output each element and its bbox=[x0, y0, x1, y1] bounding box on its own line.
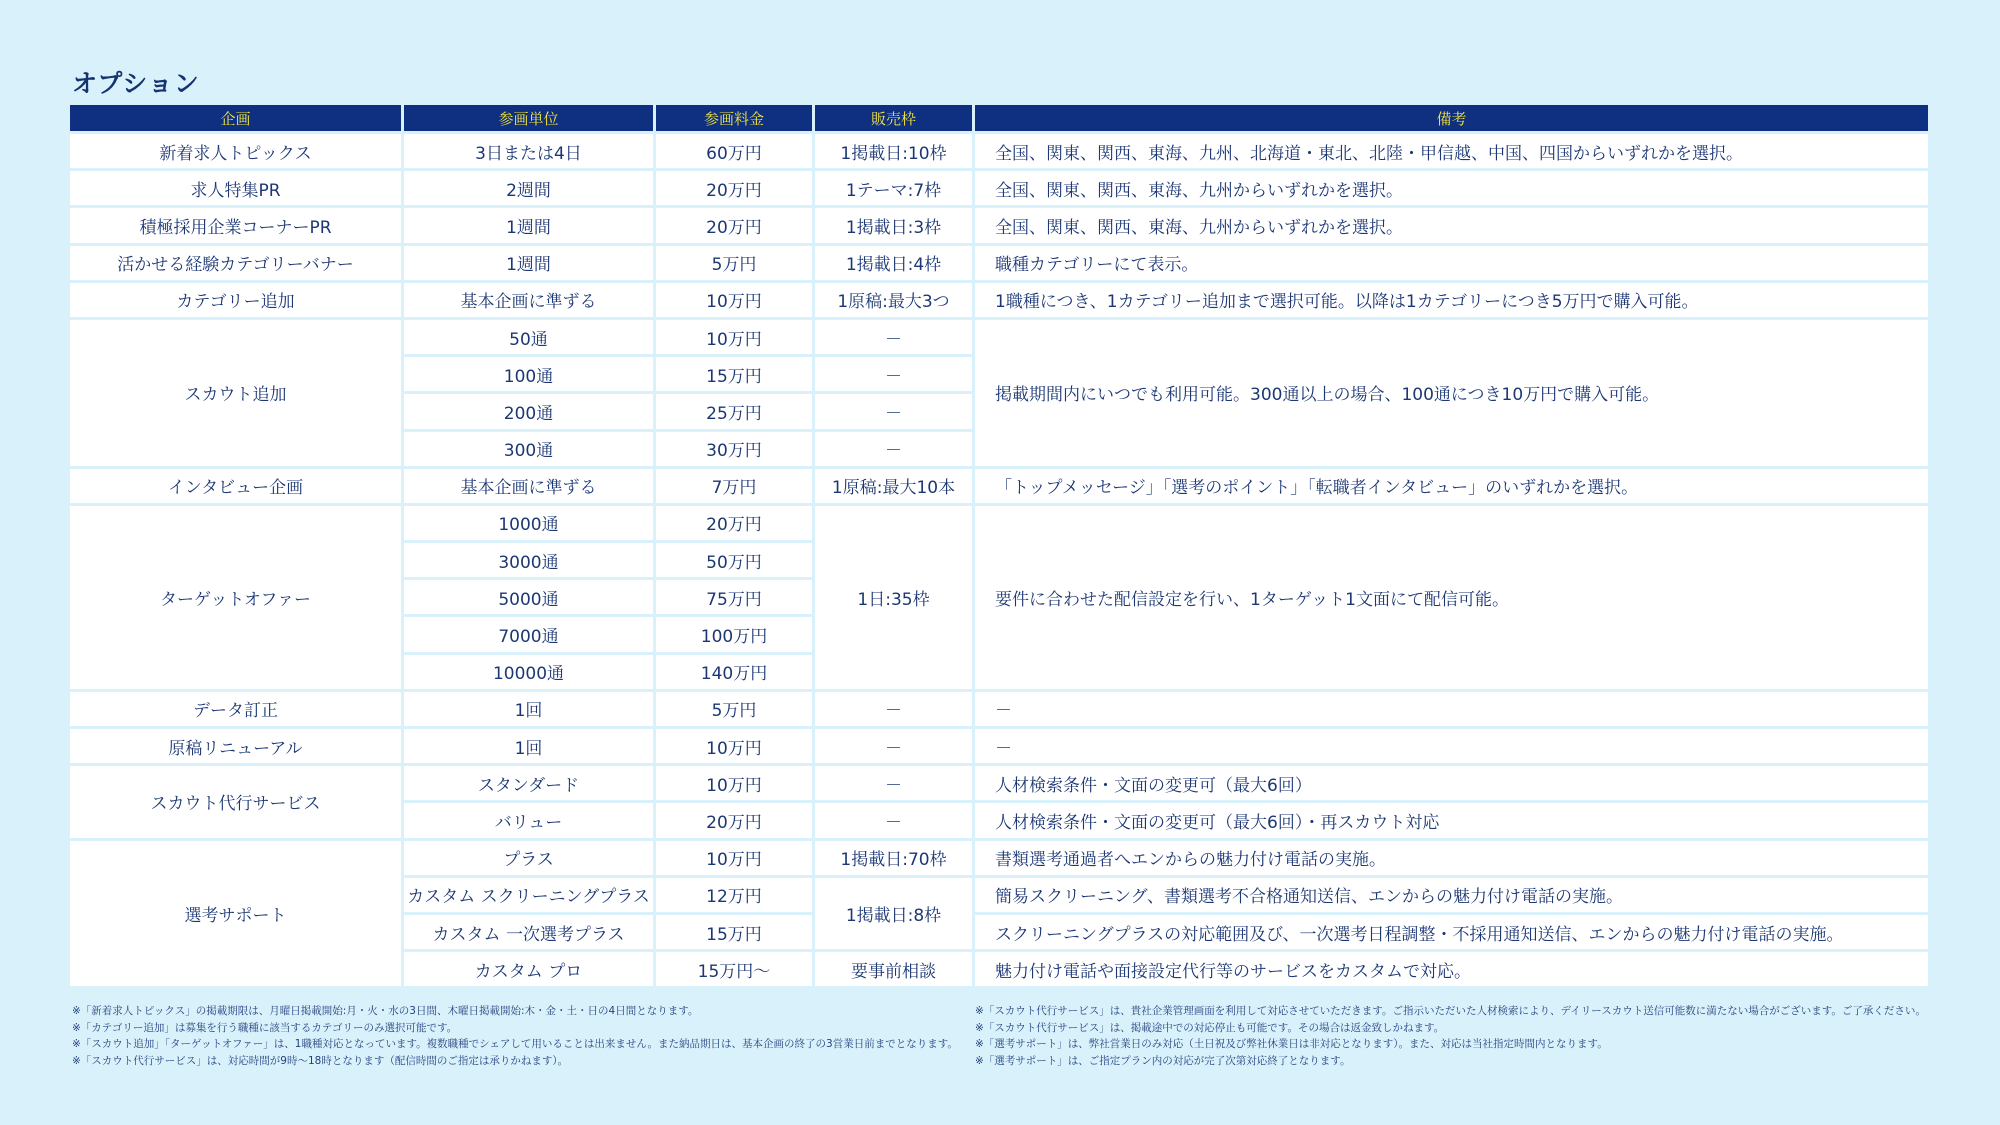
unit-cell: カスタム プロ bbox=[404, 952, 653, 986]
note-cell: 1職種につき、1カテゴリー追加まで選択可能。以降は1カテゴリーにつき5万円で購入可能。 bbox=[975, 283, 1928, 317]
price-cell: 10万円 bbox=[656, 729, 812, 763]
price-cell: 10万円 bbox=[656, 766, 812, 800]
table-row bbox=[70, 283, 1928, 317]
price-cell: 140万円 bbox=[656, 655, 812, 689]
price-cell: 15万円 bbox=[656, 915, 812, 949]
note-cell: 全国、関東、関西、東海、九州、北海道・東北、北陸・甲信越、中国、四国からいずれかを選択。 bbox=[975, 134, 1928, 168]
plan-name: スカウト代行サービス bbox=[70, 766, 401, 837]
plan-name: 原稿リニューアル bbox=[70, 729, 401, 763]
plan-name: データ訂正 bbox=[70, 692, 401, 726]
unit-cell: カスタム 一次選考プラス bbox=[404, 915, 653, 949]
unit-cell: 1週間 bbox=[404, 246, 653, 280]
unit-cell: 50通 bbox=[404, 320, 653, 354]
note-cell: 全国、関東、関西、東海、九州からいずれかを選択。 bbox=[975, 171, 1928, 205]
unit-cell: バリュー bbox=[404, 803, 653, 837]
note-cell: 簡易スクリーニング、書類選考不合格通知送信、エンからの魅力付け電話の実施。 bbox=[975, 878, 1928, 912]
price-cell: 10万円 bbox=[656, 320, 812, 354]
plan-name: カテゴリー追加 bbox=[70, 283, 401, 317]
unit-cell: 1000通 bbox=[404, 506, 653, 540]
table-row bbox=[70, 766, 1928, 800]
price-cell: 15万円 bbox=[656, 357, 812, 391]
slots-cell: － bbox=[815, 432, 972, 466]
table-row bbox=[70, 134, 1928, 168]
slots-cell: － bbox=[815, 729, 972, 763]
footnote: ※「スカウト代行サービス」は、対応時間が9時～18時となります（配信時間のご指定は承りかねます）。 bbox=[72, 1054, 569, 1067]
table-header-row bbox=[70, 105, 1928, 131]
footnote: ※「スカウト代行サービス」は、掲載途中での対応停止も可能です。その場合は返金致しかねます。 bbox=[975, 1021, 1445, 1034]
options-table bbox=[67, 102, 1931, 989]
table-row bbox=[70, 469, 1928, 503]
slots-cell: 1掲載日:3枠 bbox=[815, 208, 972, 242]
unit-cell: 200通 bbox=[404, 394, 653, 428]
price-cell: 5万円 bbox=[656, 246, 812, 280]
slots-cell: 要事前相談 bbox=[815, 952, 972, 986]
slots-cell: 1掲載日:10枠 bbox=[815, 134, 972, 168]
note-cell: 「トップメッセージ」「選考のポイント」「転職者インタビュー」のいずれかを選択。 bbox=[975, 469, 1928, 503]
slots-cell: 1テーマ:7枠 bbox=[815, 171, 972, 205]
footnotes-right bbox=[975, 1003, 1926, 1069]
slots-cell: － bbox=[815, 320, 972, 354]
note-cell: － bbox=[975, 692, 1928, 726]
footnote: ※「選考サポート」は、ご指定プラン内の対応が完了次第対応終了となります。 bbox=[975, 1054, 1351, 1067]
table-row bbox=[70, 208, 1928, 242]
table-row bbox=[70, 320, 1928, 354]
unit-cell: 300通 bbox=[404, 432, 653, 466]
unit-cell: 1週間 bbox=[404, 208, 653, 242]
table-row bbox=[70, 729, 1928, 763]
plan-name: 選考サポート bbox=[70, 841, 401, 987]
price-cell: 20万円 bbox=[656, 208, 812, 242]
header-note: 備考 bbox=[975, 105, 1928, 131]
slots-cell: － bbox=[815, 692, 972, 726]
price-cell: 7万円 bbox=[656, 469, 812, 503]
unit-cell: スタンダード bbox=[404, 766, 653, 800]
unit-cell: 10000通 bbox=[404, 655, 653, 689]
slots-cell: － bbox=[815, 394, 972, 428]
note-cell: スクリーニングプラスの対応範囲及び、一次選考日程調整・不採用通知送信、エンからの魅力付け電話の実施。 bbox=[975, 915, 1928, 949]
plan-name: 積極採用企業コーナーPR bbox=[70, 208, 401, 242]
table-row bbox=[70, 246, 1928, 280]
unit-cell: カスタム スクリーニングプラス bbox=[404, 878, 653, 912]
table-row bbox=[70, 841, 1928, 875]
page-title: オプション bbox=[72, 69, 200, 98]
price-cell: 75万円 bbox=[656, 580, 812, 614]
header-unit: 参画単位 bbox=[404, 105, 653, 131]
unit-cell: 3日または4日 bbox=[404, 134, 653, 168]
footnote: ※「新着求人トピックス」の掲載期限は、月曜日掲載開始:月・火・水の3日間、木曜日掲載開始:木・金・土・日の4日間となります。 bbox=[72, 1005, 699, 1017]
note-cell: 魅力付け電話や面接設定代行等のサービスをカスタムで対応。 bbox=[975, 952, 1928, 986]
slots-cell: 1原稿:最大10本 bbox=[815, 469, 972, 503]
unit-cell: 100通 bbox=[404, 357, 653, 391]
unit-cell: 7000通 bbox=[404, 617, 653, 651]
price-cell: 20万円 bbox=[656, 803, 812, 837]
price-cell: 100万円 bbox=[656, 617, 812, 651]
slots-cell: 1原稿:最大3つ bbox=[815, 283, 972, 317]
price-cell: 12万円 bbox=[656, 878, 812, 912]
note-cell: 全国、関東、関西、東海、九州からいずれかを選択。 bbox=[975, 208, 1928, 242]
footnote: ※「カテゴリー追加」は募集を行う職種に該当するカテゴリーのみ選択可能です。 bbox=[72, 1021, 458, 1034]
slots-cell: 1日:35枠 bbox=[815, 506, 972, 689]
plan-name: スカウト追加 bbox=[70, 320, 401, 466]
price-cell: 25万円 bbox=[656, 394, 812, 428]
unit-cell: 1回 bbox=[404, 729, 653, 763]
header-plan: 企画 bbox=[70, 105, 401, 131]
note-cell: 書類選考通過者へエンからの魅力付け電話の実施。 bbox=[975, 841, 1928, 875]
price-cell: 20万円 bbox=[656, 171, 812, 205]
table-row bbox=[70, 171, 1928, 205]
footnotes-left bbox=[72, 1003, 958, 1069]
price-cell: 60万円 bbox=[656, 134, 812, 168]
unit-cell: 基本企画に準ずる bbox=[404, 469, 653, 503]
price-cell: 30万円 bbox=[656, 432, 812, 466]
footnote: ※「スカウト追加」「ターゲットオファー」は、1職種対応となっています。複数職種でシェアして用いることは出来ません。また納品期日は、基本企画の終了の3営業日前までとなります。 bbox=[72, 1038, 958, 1050]
price-cell: 50万円 bbox=[656, 543, 812, 577]
unit-cell: 2週間 bbox=[404, 171, 653, 205]
unit-cell: 1回 bbox=[404, 692, 653, 726]
table-row bbox=[70, 506, 1928, 540]
footnote: ※「選考サポート」は、弊社営業日のみ対応（土日祝及び弊社休業日は非対応となります）。また、対応は当社指定時間内となります。 bbox=[975, 1038, 1608, 1050]
header-price: 参画料金 bbox=[656, 105, 812, 131]
price-cell: 10万円 bbox=[656, 841, 812, 875]
unit-cell: 基本企画に準ずる bbox=[404, 283, 653, 317]
slots-cell: 1掲載日:70枠 bbox=[815, 841, 972, 875]
price-cell: 10万円 bbox=[656, 283, 812, 317]
plan-name: ターゲットオファー bbox=[70, 506, 401, 689]
footnote: ※「スカウト代行サービス」は、貴社企業管理画面を利用して対応させていただきます。ご指示いただいた人材検索により、デイリースカウト送信可能数に満たない場合がございます。ご了承ください。 bbox=[975, 1005, 1926, 1017]
slots-cell: 1掲載日:4枠 bbox=[815, 246, 972, 280]
note-cell: 要件に合わせた配信設定を行い、1ターゲット1文面にて配信可能。 bbox=[975, 506, 1928, 689]
note-cell: 職種カテゴリーにて表示。 bbox=[975, 246, 1928, 280]
plan-name: 求人特集PR bbox=[70, 171, 401, 205]
slots-cell: － bbox=[815, 803, 972, 837]
unit-cell: 3000通 bbox=[404, 543, 653, 577]
plan-name: インタビュー企画 bbox=[70, 469, 401, 503]
slots-cell: － bbox=[815, 357, 972, 391]
header-slots: 販売枠 bbox=[815, 105, 972, 131]
plan-name: 新着求人トピックス bbox=[70, 134, 401, 168]
note-cell: 掲載期間内にいつでも利用可能。300通以上の場合、100通につき10万円で購入可能。 bbox=[975, 320, 1928, 466]
price-cell: 15万円～ bbox=[656, 952, 812, 986]
note-cell: 人材検索条件・文面の変更可（最大6回）・再スカウト対応 bbox=[975, 803, 1928, 837]
note-cell: 人材検索条件・文面の変更可（最大6回） bbox=[975, 766, 1928, 800]
note-cell: － bbox=[975, 729, 1928, 763]
slots-cell: － bbox=[815, 766, 972, 800]
slots-cell: 1掲載日:8枠 bbox=[815, 878, 972, 949]
unit-cell: プラス bbox=[404, 841, 653, 875]
plan-name: 活かせる経験カテゴリーバナー bbox=[70, 246, 401, 280]
unit-cell: 5000通 bbox=[404, 580, 653, 614]
price-cell: 5万円 bbox=[656, 692, 812, 726]
table-row bbox=[70, 692, 1928, 726]
price-cell: 20万円 bbox=[656, 506, 812, 540]
